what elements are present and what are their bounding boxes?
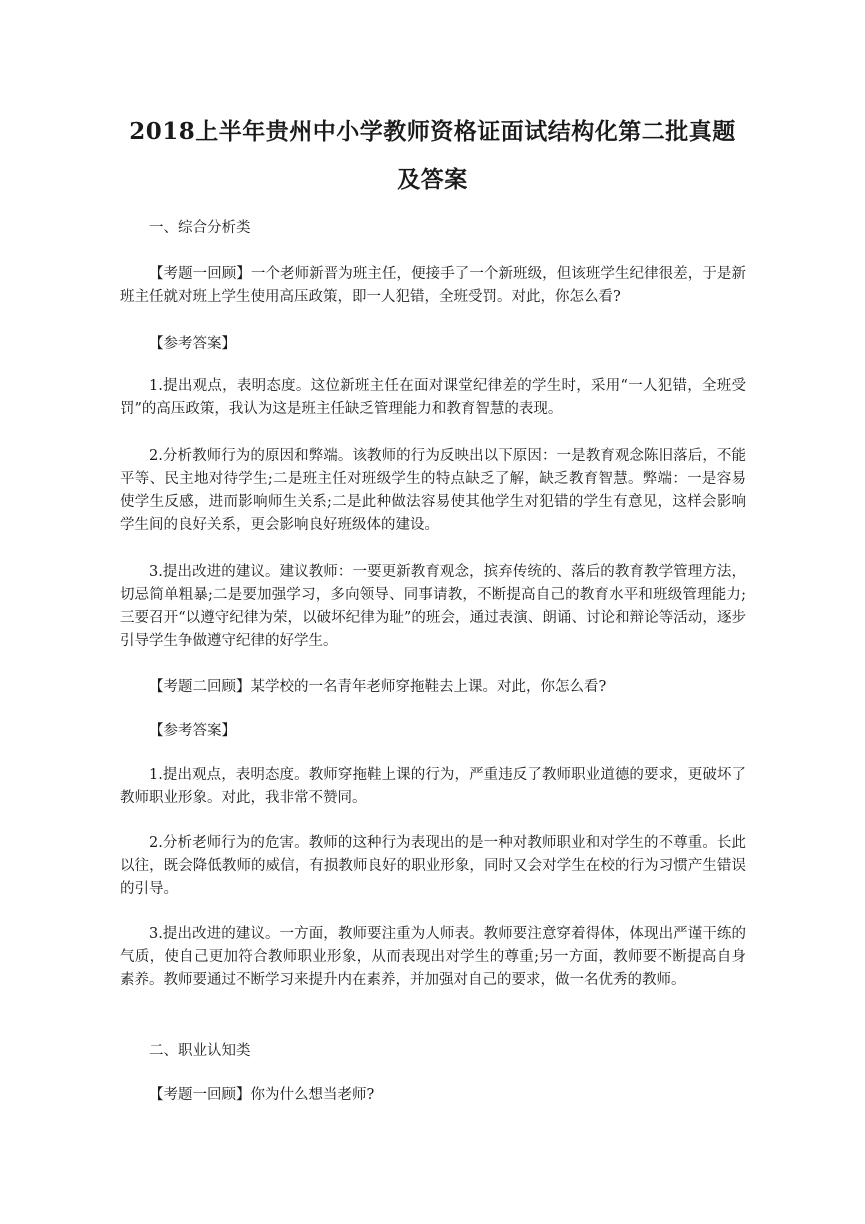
question-1-prompt: 【考题一回顾】一个老师新晋为班主任，便接手了一个新班级，但该班学生纪律很差，于是新班主任就对班上学生使用高压政策，即一人犯错，全班受罚。对此，你怎么看? [120, 266, 746, 305]
question-2-prompt: 【考题二回顾】某学校的一名青年老师穿拖鞋去上课。对此，你怎么看? [149, 679, 607, 695]
answer-2-point-2: 2.分析老师行为的危害。教师的这种行为表现出的是一种对教师职业和对学生的不尊重。长此以往，既会降低教师的威信，有损教师良好的职业形象，同时又会对学生在校的行为习惯产生错误的引导。 [120, 835, 746, 897]
answer-2-point-1: 1.提出观点，表明态度。教师穿拖鞋上课的行为，严重违反了教师职业道德的要求，更破坏了教师职业形象。对此，我非常不赞同。 [120, 767, 746, 806]
section-heading-analysis: 一、综合分析类 [149, 220, 251, 236]
title-line-1: 2018上半年贵州中小学教师资格证面试结构化第二批真题 [129, 118, 736, 145]
career-question-1-prompt: 【考题一回顾】你为什么想当老师? [149, 1087, 375, 1103]
answer-1-point-3: 3.提出改进的建议。建议教师：一要更新教育观念，摈弃传统的、落后的教育教学管理方法，切忌简单粗暴;二是要加强学习，多向领导、同事请教，不断提高自己的教育水平和班级管理能力;三要召开“以遵守纪律为荣，以破坏纪律为耻”的班会，通过表演、朗诵、讨论和辩论等活动，逐步引导学生争做遵守纪律的好学生。 [120, 564, 746, 649]
answer-2-point-3: 3.提出改进的建议。一方面，教师要注重为人师表。教师要注意穿着得体，体现出严谨干练的气质，使自己更加符合教师职业形象，从而表现出对学生的尊重;另一方面，教师要不断提高自身素养。教师要通过不断学习来提升内在素养，并加强对自己的要求，做一名优秀的教师。 [120, 926, 746, 988]
answer-1-point-2: 2.分析教师行为的原因和弊端。该教师的行为反映出以下原因：一是教育观念陈旧落后，不能平等、民主地对待学生;二是班主任对班级学生的特点缺乏了解，缺乏教育智慧。弊端：一是容易使学生反感，进而影响师生关系;二是此种做法容易使其他学生对犯错的学生有意见，这样会影响学生间的良好关系，更会影响良好班级体的建设。 [120, 448, 746, 533]
answer-1-point-1: 1.提出观点，表明态度。这位新班主任在面对课堂纪律差的学生时，采用“一人犯错，全班受罚”的高压政策，我认为这是班主任缺乏管理能力和教育智慧的表现。 [120, 378, 746, 417]
title-line-2: 及答案 [397, 166, 468, 193]
section-heading-career: 二、职业认知类 [149, 1043, 251, 1059]
answer-heading-1: 【参考答案】 [149, 336, 236, 352]
answer-heading-2: 【参考答案】 [149, 723, 236, 739]
page-title [110, 108, 755, 204]
